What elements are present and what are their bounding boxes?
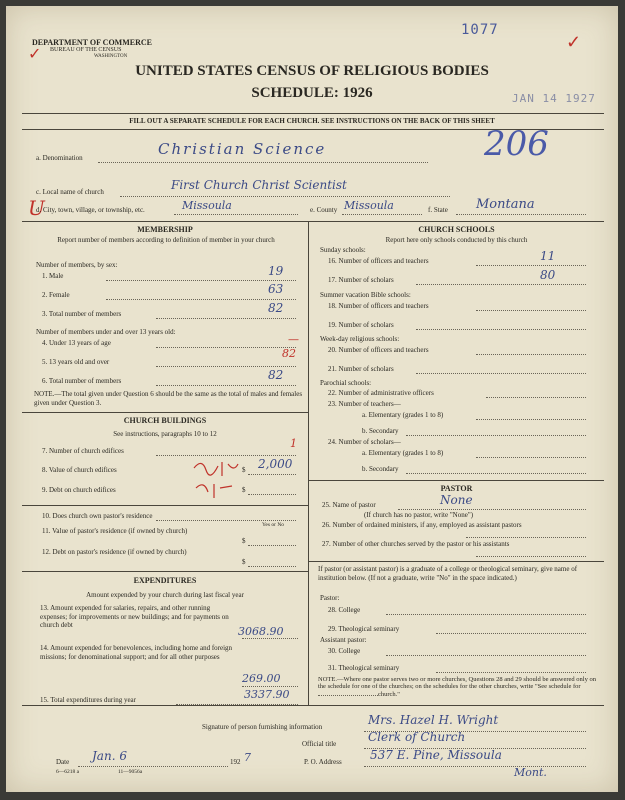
- dotted-line: [106, 280, 296, 281]
- sunday-teachers-label: 16. Number of officers and teachers: [328, 257, 429, 265]
- dotted-line: [248, 545, 296, 546]
- edifice-value-label: 8. Value of church edifices: [42, 466, 117, 474]
- pastor-name-value[interactable]: None: [440, 493, 473, 507]
- pastor-name-label: 25. Name of pastor: [322, 501, 376, 509]
- dotted-line: [156, 366, 296, 367]
- denomination-value[interactable]: Christian Science: [158, 140, 327, 158]
- dotted-line: [174, 214, 298, 215]
- schools-heading: CHURCH SCHOOLS: [418, 225, 495, 234]
- census-schedule-sheet: [6, 6, 618, 792]
- dotted-line: [436, 633, 586, 634]
- residence-debt-label: 12. Debt on pastor's residence (if owned by church): [42, 548, 187, 556]
- red-check-mark-left: ✓: [28, 46, 42, 63]
- dotted-line: [106, 299, 296, 300]
- total-expenditures-label: 15. Total expenditures during year: [40, 696, 136, 704]
- over-13-value[interactable]: 82: [282, 347, 296, 360]
- address-line-2[interactable]: Mont.: [514, 766, 547, 779]
- dotted-line: [466, 537, 586, 538]
- dollar-sign: $: [242, 486, 246, 494]
- dotted-line: [156, 455, 296, 456]
- teachers-label: 23. Number of teachers—: [328, 400, 401, 408]
- edifice-value[interactable]: 2,000: [258, 457, 293, 471]
- local-name-value[interactable]: First Church Christ Scientist: [171, 178, 347, 192]
- column-divider: [308, 221, 309, 705]
- year-prefix: 192: [230, 758, 241, 766]
- over-13-label: 5. 13 years old and over: [42, 358, 110, 366]
- buildings-heading: CHURCH BUILDINGS: [123, 416, 207, 425]
- county-label: e. County: [310, 206, 338, 214]
- rule: [22, 571, 308, 572]
- local-name-label: c. Local name of church: [36, 188, 104, 196]
- rule: [308, 561, 604, 562]
- dollar-sign: $: [242, 466, 246, 474]
- sunday-scholars-value[interactable]: 80: [540, 268, 556, 282]
- dotted-line: [398, 509, 586, 510]
- pastor-subheading: Pastor:: [320, 594, 340, 602]
- state-label: f. State: [428, 206, 448, 214]
- assistant-pastors-label: 26. Number of ordained ministers, if any, employed as assistant pastors: [322, 521, 522, 529]
- schedule-year: SCHEDULE: 1926: [251, 85, 373, 101]
- dotted-line: [120, 196, 450, 197]
- weekday-teachers-label: 20. Number of officers and teachers: [328, 346, 429, 354]
- county-value[interactable]: Missoula: [344, 199, 394, 212]
- total-members-label: 3. Total number of members: [42, 310, 122, 318]
- dotted-line: [416, 373, 586, 374]
- weekday-schools-label: Week-day religious schools:: [320, 335, 400, 343]
- received-date-stamp: JAN 14 1927: [512, 92, 596, 105]
- membership-intro: Report number of members according to definition of member in your church: [57, 236, 275, 244]
- dotted-line: [248, 474, 296, 475]
- total-by-age-label: 6. Total number of members: [42, 377, 122, 385]
- signature-value[interactable]: Mrs. Hazel H. Wright: [368, 713, 499, 727]
- dotted-line: [98, 162, 428, 163]
- dotted-line: [156, 347, 296, 348]
- rule: [22, 705, 604, 706]
- female-value[interactable]: 63: [268, 282, 284, 296]
- print-code: 11—9056a: [118, 769, 143, 775]
- dotted-line: [476, 556, 586, 557]
- dotted-line: [476, 265, 586, 266]
- under-13-value[interactable]: —: [288, 333, 299, 346]
- marginal-mark: U: [28, 196, 45, 220]
- dotted-line: [406, 473, 586, 474]
- dotted-line: [476, 457, 586, 458]
- under-13-label: 4. Under 13 years of age: [42, 339, 111, 347]
- year-suffix[interactable]: 7: [244, 751, 251, 764]
- signature-label: Signature of person furnishing information: [202, 723, 323, 731]
- teachers-elementary-label: a. Elementary (grades 1 to 8): [362, 411, 444, 419]
- assistant-pastor-subheading: Assistant pastor:: [320, 636, 367, 644]
- running-expenses-label: 13. Amount expended for salaries, repairs, and other running expenses; for improvements or new buildings; and for payments on church debt: [40, 604, 229, 629]
- dotted-line: [156, 520, 296, 521]
- total-by-age-value[interactable]: 82: [268, 368, 284, 382]
- church-edifices-label: 7. Number of church edifices: [42, 447, 124, 455]
- male-value[interactable]: 19: [268, 264, 284, 278]
- other-churches-label: 27. Number of other churches served by the pastor or his assistants: [322, 540, 510, 548]
- bureau-city: WASHINGTON: [94, 54, 128, 59]
- code-number: 206: [484, 124, 549, 164]
- owns-residence-label: 10. Does church own pastor's residence: [42, 512, 153, 520]
- serial-number-stamp: 1077: [461, 22, 499, 38]
- assistant-seminary-label: 31. Theological seminary: [328, 664, 400, 672]
- rule: [22, 221, 604, 222]
- rule: [22, 505, 308, 506]
- buildings-intro: See instructions, paragraphs 10 to 12: [113, 430, 217, 438]
- official-title-value[interactable]: Clerk of Church: [368, 730, 466, 744]
- weekday-scholars-label: 21. Number of scholars: [328, 365, 394, 373]
- dotted-line: [78, 766, 228, 767]
- rule: [22, 412, 308, 413]
- dotted-line: [476, 354, 586, 355]
- scholars-elementary-label: a. Elementary (grades 1 to 8): [362, 449, 444, 457]
- yes-no-hint: Yes or No: [262, 522, 285, 528]
- rule: [22, 113, 604, 114]
- dotted-line: [486, 397, 586, 398]
- vacation-schools-label: Summer vacation Bible schools:: [320, 291, 411, 299]
- members-by-age: Number of members under and over 13 years old:: [36, 328, 176, 336]
- dotted-line: [248, 566, 296, 567]
- dotted-line: [456, 214, 586, 215]
- department-name: DEPARTMENT OF COMMERCE: [32, 38, 153, 47]
- pastor-heading: PASTOR: [440, 484, 473, 493]
- dotted-line: [156, 385, 296, 386]
- members-by-sex: Number of members, by sex:: [36, 261, 118, 269]
- dotted-line: [386, 614, 586, 615]
- residence-value-label: 11. Value of pastor's residence (if owned by church): [42, 527, 188, 535]
- edifice-debt-label: 9. Debt on church edifices: [42, 486, 116, 494]
- dotted-line: [156, 318, 296, 319]
- expenditures-intro: Amount expended by your church during last fiscal year: [86, 591, 244, 599]
- female-label: 2. Female: [42, 291, 70, 299]
- schools-intro: Report here only schools conducted by this church: [385, 236, 528, 244]
- sunday-scholars-label: 17. Number of scholars: [328, 276, 394, 284]
- graduate-instructions: If pastor (or assistant pastor) is a graduate of a college or theological seminary, give name of institution below. (If not a graduate, write "No" in the space indicated.): [318, 565, 578, 582]
- dotted-line: [436, 672, 586, 673]
- sunday-teachers-value[interactable]: 11: [540, 249, 556, 263]
- date-label: Date: [56, 758, 70, 766]
- form-code: 6—6218 a: [56, 769, 80, 775]
- bureau-name: BUREAU OF THE CENSUS: [50, 47, 122, 53]
- assistant-college-label: 30. College: [328, 647, 361, 655]
- scholars-secondary-label: b. Secondary: [362, 465, 399, 473]
- red-check-mark-right: ✓: [566, 32, 582, 52]
- rule: [308, 480, 604, 481]
- male-label: 1. Male: [42, 272, 64, 280]
- dotted-line: [364, 766, 586, 767]
- dollar-sign: $: [242, 558, 246, 566]
- pastor-note: NOTE.—Where one pastor serves two or more churches, Questions 28 and 29 should be answered only on the schedule for one of the churches; on the schedules for the other churches, write "See schedule forchurch.": [318, 676, 596, 698]
- dollar-sign: $: [242, 537, 246, 545]
- pastor-college-label: 28. College: [328, 606, 361, 614]
- dotted-line: [416, 284, 586, 285]
- pastor-name-hint: (If church has no pastor, write "None"): [364, 511, 474, 519]
- dotted-line: [242, 638, 298, 639]
- benevolences-value[interactable]: 269.00: [242, 672, 281, 685]
- denomination-label: a. Denomination: [36, 154, 83, 162]
- vacation-teachers-label: 18. Number of officers and teachers: [328, 302, 429, 310]
- membership-note: NOTE.—The total given under Question 6 should be the same as the total of males and females given under Question 3.: [34, 390, 303, 407]
- dotted-line: [386, 655, 586, 656]
- dotted-line: [476, 419, 586, 420]
- vacation-scholars-label: 19. Number of scholars: [328, 321, 394, 329]
- form-title: UNITED STATES CENSUS OF RELIGIOUS BODIES: [135, 63, 489, 79]
- date-value[interactable]: Jan. 6: [92, 749, 127, 763]
- official-title-label: Official title: [302, 740, 337, 748]
- parochial-schools-label: Parochial schools:: [320, 379, 372, 387]
- membership-heading: MEMBERSHIP: [137, 225, 193, 234]
- dotted-line: [248, 494, 296, 495]
- scholars-label: 24. Number of scholars—: [328, 438, 401, 446]
- state-value[interactable]: Montana: [476, 197, 535, 212]
- address-value[interactable]: 537 E. Pine, Missoula: [370, 748, 502, 762]
- total-expenditures-value[interactable]: 3337.90: [244, 688, 290, 701]
- pastor-seminary-label: 29. Theological seminary: [328, 625, 400, 633]
- dotted-line: [242, 686, 298, 687]
- city-value[interactable]: Missoula: [182, 199, 232, 212]
- dotted-line: [476, 310, 586, 311]
- instruction-line: FILL OUT A SEPARATE SCHEDULE FOR EACH CHURCH. SEE INSTRUCTIONS ON THE BACK OF THIS SHEET: [129, 117, 495, 125]
- address-label: P. O. Address: [304, 758, 342, 766]
- benevolences-label: 14. Amount expended for benevolences, including home and foreign missions; for denominational support; and for all other purposes: [40, 644, 233, 661]
- teachers-secondary-label: b. Secondary: [362, 427, 399, 435]
- dotted-line: [342, 214, 422, 215]
- red-pencil-annotation: [192, 458, 240, 500]
- expenditures-heading: EXPENDITURES: [133, 576, 197, 585]
- running-expenses-value[interactable]: 3068.90: [238, 625, 284, 638]
- sunday-schools-label: Sunday schools:: [320, 246, 366, 254]
- total-members-value[interactable]: 82: [268, 301, 284, 315]
- church-edifices-value[interactable]: 1: [290, 437, 297, 450]
- administrative-officers-label: 22. Number of administrative officers: [328, 389, 434, 397]
- city-label: d. City, town, village, or township, etc.: [36, 206, 145, 214]
- dotted-line: [406, 435, 586, 436]
- dotted-line: [416, 329, 586, 330]
